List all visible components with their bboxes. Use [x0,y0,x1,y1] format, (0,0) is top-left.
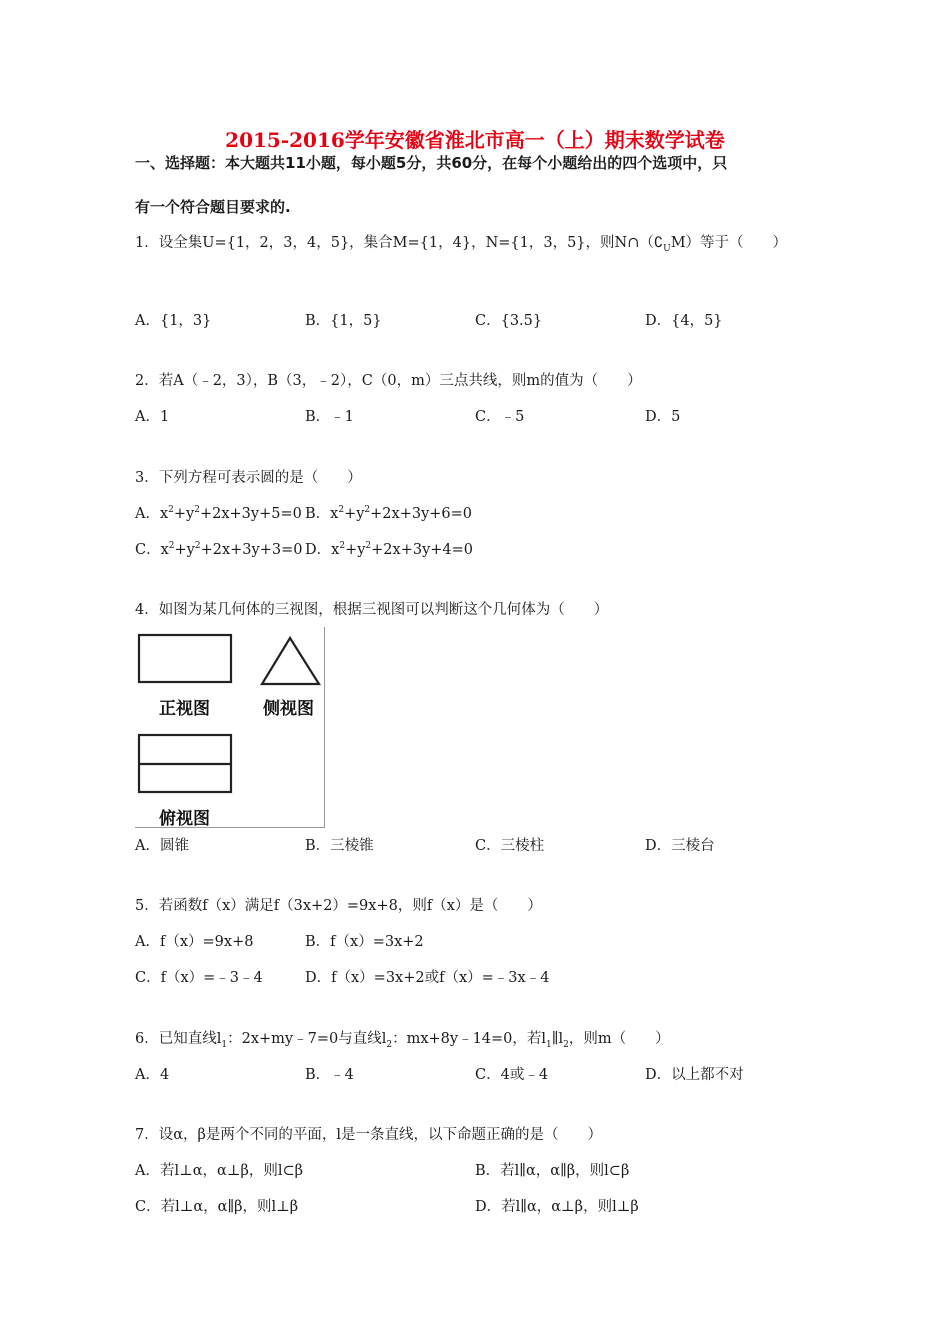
q2-option-a: A．1 [135,409,170,425]
q3-option-c [135,538,302,559]
q6-text: ：2x+my﹣7=0与直线l [227,1031,387,1047]
q4-option-b: B．三棱锥 [305,838,374,854]
term: x [330,506,339,522]
q4-option-d: D．三棱台 [645,838,715,854]
term: +y [173,506,195,522]
question-1-stem-tail: M）等于（ ） [670,235,788,251]
section-heading-line2: 有一个符合题目要求的. [135,198,291,216]
q6-text: ：mx+8y﹣14=0，若l [392,1031,547,1047]
top-view-label: 俯视图 [159,809,210,829]
q5-option-b: B．f（x）=3x+2 [305,934,424,950]
term: +2x+3y+6=0 [370,506,473,522]
question-4-stem: 4．如图为某几何体的三视图，根据三视图可以判断这个几何体为（ ） [135,602,609,618]
q2-option-b: B．﹣1 [305,409,354,425]
q2-option-d: D．5 [645,409,681,425]
exponent: 2 [168,541,175,552]
section-heading-line1: 一、选择题：本大题共11小题，每小题5分，共60分，在每个小题给出的四个选项中，只 [135,154,728,172]
q1-option-b: B．{1，5} [305,313,382,329]
term: +y [344,506,365,522]
q6-text: ∥l [551,1031,564,1047]
q3-option-d [305,538,473,559]
q5-option-d: D．f（x）=3x+2或f（x）=﹣3x﹣4 [305,970,550,986]
page-title: 2015-2016学年安徽省淮北市高一（上）期末数学试卷 [225,128,725,152]
term: +2x+3y+4=0 [371,542,474,558]
side-view-label: 侧视图 [263,699,314,719]
question-6-stem [135,1027,670,1048]
subscript: 2 [386,1039,393,1050]
term: x [331,542,340,558]
exponent: 2 [365,541,372,552]
q3-option-b-label: B． [305,506,331,522]
q7-option-d: D．若l∥α，α⊥β，则l⊥β [475,1199,639,1215]
q7-option-b: B．若l∥α，α∥β，则l⊂β [475,1163,630,1179]
q6-option-d: D．以上都不对 [645,1067,744,1083]
q3-option-d-label: D． [305,542,332,558]
q6-option-a: A．4 [135,1067,170,1083]
q1-option-c: C．{3.5} [475,313,543,329]
term: x [160,542,169,558]
exponent: 2 [194,541,201,552]
q3-option-a-label: A． [135,506,160,522]
q7-option-a: A．若l⊥α，α⊥β，则l⊂β [135,1163,304,1179]
exponent: 2 [339,541,346,552]
subscript: 2 [563,1039,569,1050]
term: +2x+3y+3=0 [200,542,303,558]
question-1-stem [135,231,787,252]
question-1-stem-text: 1．设全集U={1，2，3，4，5}，集合M={1，4}，N={1，3，5}，则N∩（ [135,235,654,251]
q2-option-c: C．﹣5 [475,409,525,425]
term: +y [345,542,366,558]
side-view-triangle [262,638,319,684]
subscript: 1 [546,1039,552,1050]
complement-subscript: U [663,243,671,254]
term: +2x+3y+5=0 [199,506,302,522]
exponent: 2 [338,505,345,516]
q4-option-a: A．圆锥 [135,838,189,854]
q4-option-c: C．三棱柱 [475,838,545,854]
q3-option-b [305,502,472,523]
q1-option-a: A．{1，3} [135,313,212,329]
q1-option-d: D．{4，5} [645,313,723,329]
q5-option-c: C．f（x）=﹣3﹣4 [135,970,263,986]
exponent: 2 [168,505,174,516]
complement-symbol: ∁ [653,235,664,251]
subscript: 1 [221,1039,228,1050]
three-view-figure [135,627,325,828]
q5-option-a: A．f（x）=9x+8 [135,934,254,950]
question-2-stem: 2．若A（﹣2，3），B（3，﹣2），C（0，m）三点共线，则m的值为（ ） [135,373,642,389]
q6-option-c: C．4或﹣4 [475,1067,549,1083]
front-view-label: 正视图 [159,699,210,719]
q6-text: ，则m（ ） [568,1031,670,1047]
q6-text: 6．已知直线l [135,1031,222,1047]
exponent: 2 [194,505,200,516]
front-view-rectangle [139,635,231,682]
exponent: 2 [364,505,371,516]
question-3-stem: 3．下列方程可表示圆的是（ ） [135,470,362,486]
term: +y [174,542,195,558]
q3-option-a [135,502,302,523]
question-5-stem: 5．若函数f（x）满足f（3x+2）=9x+8，则f（x）是（ ） [135,898,542,914]
three-view-diagram [135,627,324,827]
q7-option-c: C．若l⊥α，α∥β，则l⊥β [135,1199,299,1215]
q3-option-c-label: C． [135,542,161,558]
q6-option-b: B．﹣4 [305,1067,354,1083]
question-7-stem: 7．设α，β是两个不同的平面，l是一条直线，以下命题正确的是（ ） [135,1127,603,1143]
term: x [159,506,169,522]
